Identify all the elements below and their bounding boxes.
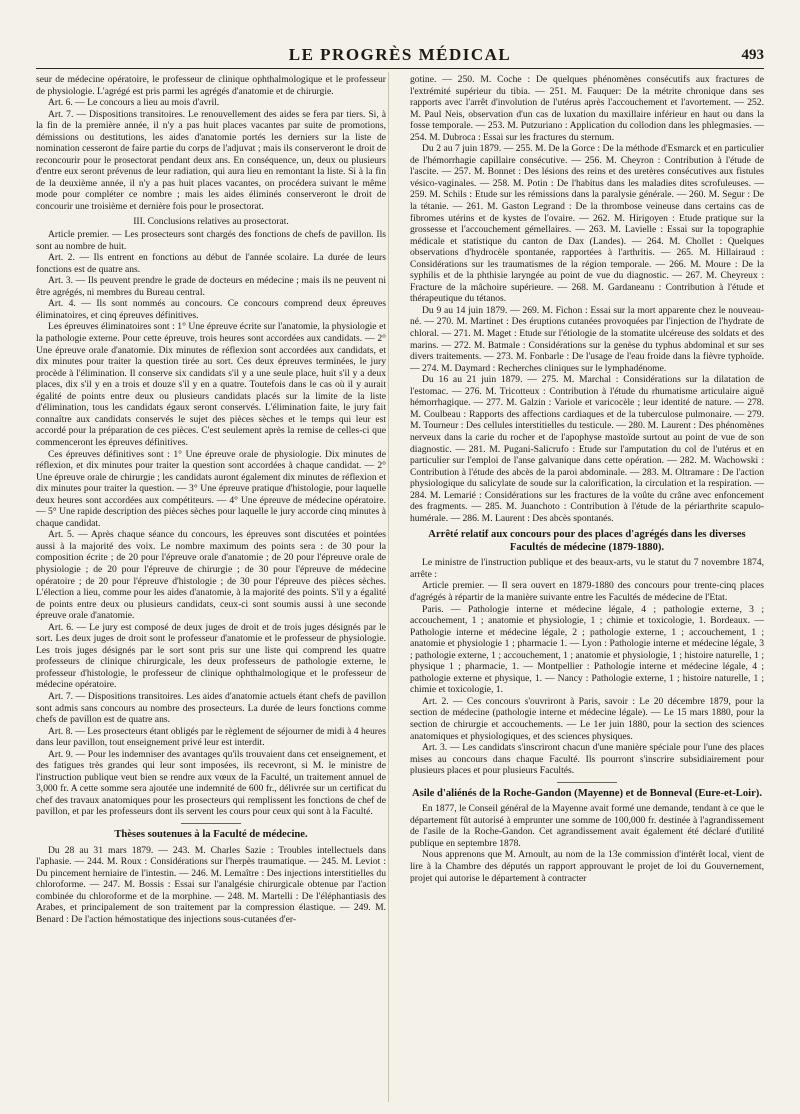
paragraph: Art. 2. — Ils entrent en fonctions au début de l'année scolaire. La durée de leurs fonctions est de quatre ans.	[36, 252, 386, 275]
theses-heading: Thèses soutenues à la Faculté de médecine.	[114, 829, 308, 840]
paragraph: Du 2 au 7 juin 1879. — 255. M. De la Gorce : De la méthode d'Esmarck et en particulier de l'hémorrhagie capillaire consécutive. — 256. M. Cheyron : Contribution à l'étude de l'ascite. — 257. M. Bonnet : Des lésions des reins et des uretères consécutives aux fistules vésico-vaginales. — 258. M. Potin : De l'habitus dans les maladies dites scrofuleuses. — 259. M. Schils : Etude sur les rémissions dans la paralysie générale. — 260. M. Segur : De la tétanie. — 261. M. Gaston Legrand : De la thrombose veineuse dans certains cas de fibromes utérins et de kystes de l'ovaire. — 262. M. Hirigoyen : Etude pratique sur la grossesse et l'accouchement gémellaires. — 263. M. Lavielle : Essai sur la topographie médicale et statistique du canton de Dax (Landes). — 264. M. Chollet : Quelques observations d'hydrocèle spontanée, rapportées à l'arthritis. — 265. M. Hillairaud : Considérations sur les traumatismes de la région temporale. — 266. M. Moure : De la syphilis et de la phthisie laryngée au point de vue du diagnostic. — 267. M. Cheyreux : Fracture de la mâchoire supérieure. — 268. M. Gardaneanu : Contribution à l'étude et thérapeutique du tétanos.	[410, 143, 764, 305]
paragraph: Paris. — Pathologie interne et médecine légale, 4 ; pathologie externe, 3 ; accouchement, 1 ; anatomie et physiologie, 1 ; chimie et toxicologie, 1. Bordeaux. — Pathologie interne et médecine légale, 2 ; pathologie externe, 1 ; accouchement, 1 ; anatomie et physiologie 1 ; pharmacie 1. — Lyon : Pathologie interne et médecine légale, 3 ; pathologie externe, 1 ; accouchement, 1 ; anatomie et physiologie, 1 ; histoire naturelle, 1 ; physique 1 ; pharmacie, 1. — Montpellier : Pathologie interne et médecine légale, 4 ; pathologie externe et physique, 1. — Nancy : Pathologie externe, 1 ; histoire naturelle, 1 ; chimie et toxicologie, 1.	[410, 603, 764, 696]
paragraph: Art. 6. — Le concours a lieu au mois d'avril.	[48, 97, 220, 109]
section-separator	[557, 782, 617, 783]
paragraph: Art. 7. — Dispositions transitoires. Les aides d'anatomie actuels étant chefs de pavillon sont admis sans concours au nombre des prosecteurs. La durée de leurs fonctions comme chefs de pavillon est de quatre ans.	[36, 690, 386, 726]
paragraph: Du 28 au 31 mars 1879. — 243. M. Charles Sazie : Troubles intellectuels dans l'aphasie. — 244. M. Roux : Considérations sur l'herpès traumatique. — 245. M. Leviot : Du pincement herniaire de l'intestin. — 246. M. Lemaître : Des injections interstitielles du chloroforme. — 247. M. Bossis : Essai sur l'analgésie chirurgicale obtenue par l'action combinée du chloroforme et de la morphine. — 248. M. Martelli : De l'éléphantiasis des Arabes, et principalement de son traitement par la compression élastique. — 249. M. Benard : De l'action hémostatique des injections sous-cutanées d'er-	[36, 844, 386, 925]
paragraph: Nous apprenons que M. Arnoult, au nom de la 13e commission d'intérêt local, vient de lire à la Chambre des députés un rapport approuvant le projet de loi du Gouvernement, projet qui autorise le département à contracter	[410, 849, 764, 884]
paragraph: Art. 3. — Les candidats s'inscriront chacun d'une manière spéciale pour l'une des places mises au concours dans chaque Faculté. Ils pourront s'inscrire subsidiairement pour plusieurs places et pour plusieurs Facultés.	[410, 742, 764, 777]
paragraph: Art. 8. — Les prosecteurs étant obligés par le règlement de séjourner de midi à 4 heures dans leur pavillon, tout enseignement privé leur est interdit.	[36, 725, 386, 749]
asile-heading: Asile d'aliénés de la Roche-Gandon (Mayenne) et de Bonneval (Eure-et-Loir).	[412, 787, 762, 799]
paragraph: Ces épreuves définitives sont : 1° Une épreuve orale de physiologie. Dix minutes de réflexion, et dix minutes pour traiter la question sont accordées à chaque candidat. — 2° Une épreuve orale de chirurgie ; les candidats auront également dix minutes de réflexion et dix minutes pour traiter la question. — 3° Une épreuve pratique d'histologie, pour laquelle deux heures sont accordées aux compétiteurs. — 4° Une épreuve de médecine opératoire. — 5° Une rapide description des pièces sèches pour laquelle le jury accorde cinq minutes à chaque candidat.	[36, 448, 386, 529]
paragraph: Art. 5. — Après chaque séance du concours, les épreuves sont discutées et pointées aussi à la majorité des voix. Le nombre maximum des points sera : de 30 pour la composition écrite ; de 20 pour l'épreuve orale d'anatomie ; de 20 pour l'épreuve orale de physiologie ; de 20 pour l'épreuve de chirurgie ; de 30 pour l'épreuve de médecine opératoire ; de 20 pour l'épreuve d'histologie ; de 30 pour l'épreuve des pièces sèches. L'élection a lieu, comme pour les aides d'anatomie, à la majorité des points. S'il y a égalité de points entre deux ou plusieurs candidats, ceux-ci sont soumis aussi à une seconde épreuve orale d'anatomie.	[36, 529, 386, 622]
paragraph: seur de médecine opératoire, le professeur de clinique ophthalmologique et le professeur de physiologie. L'agrégé est pris parmi les agrégés d'anatomie et de chirurgie.	[36, 74, 386, 97]
paragraph: Les épreuves éliminatoires sont : 1° Une épreuve écrite sur l'anatomie, la physiologie et la pathologie externe. Pour cette épreuve, trois heures sont accordées aux candidats. — 2° Une épreuve orale d'anatomie. Dix minutes de réflexion sont accordées aux candidats, et dix minutes pour traiter la question tirée au sort. Ces deux épreuves terminées, le jury procède à l'élimination. Il conserve six candidats s'il y a une seule place, huit s'il y a deux places, dix s'il y en a trois et douze s'il y en a quatre. Toutefois dans le cas où il y aurait égalité de points entre deux ou plusieurs candidats placés sur la limite de la liste d'élimination, tous les candidats égaux seront conservés. L'élimination faite, le jury fait connaître aux candidats conservés le sujet des pièces sèches et le temps qui leur est accordé pour la préparation de ces pièces. C'est seulement après la remise de celles-ci que commenceront les épreuves définitives.	[36, 321, 386, 448]
paragraph: En 1877, le Conseil général de la Mayenne avait formé une demande, tendant à ce que le département fût autorisé à emprunter une somme de 100,000 fr. destinée à l'agrandissement de l'asile de la Roche-Gandon. Cet agrandissement avait également été déclaré d'utilité publique en septembre 1878.	[410, 803, 764, 849]
arrete-heading: Arrêté relatif aux concours pour des places d'agrégés dans les diverses Facultés de médecine (1879-1880).	[428, 529, 746, 553]
paragraph: Art. 2. — Ces concours s'ouvriront à Paris, savoir : Le 20 décembre 1879, pour la section de médecine (pathologie interne et médecine légale). — Le 15 mars 1880, pour la section de chirurgie et accouchements. — Le 1er juin 1880, pour la section des sciences anatomiques et physiologiques, et des sciences physiques.	[410, 695, 764, 742]
section-separator	[181, 823, 241, 824]
paragraph: Art. 6. — Le jury est composé de deux juges de droit et de trois juges désignés par le sort. Les deux juges de droit sont le professeur d'anatomie et le professeur de physiologie. Les trois juges désignés par le sort sont pris sur une liste qui comprend les quatre professeurs de clinique chirurgicale, les deux professeurs de pathologie externe, le professeur d'histologie, le professeur de clinique ophthalmologique et le professeur de médecine opératoire.	[36, 621, 386, 691]
paragraph: Art. 3. — Ils peuvent prendre le grade de docteurs en médecine ; mais ils ne peuvent ni être agrégés, ni membres du Bureau central.	[36, 275, 386, 298]
column-divider	[388, 72, 389, 1102]
left-column	[36, 74, 386, 925]
header-rule	[36, 68, 764, 69]
paragraph: Du 9 au 14 juin 1879. — 269. M. Fichon : Essai sur la mort apparente chez le nouveau-né. — 270. M. Martinet : Des éruptions cutanées provoquées par l'injection de l'hydrate de chloral. — 271. M. Maget : Etude sur l'étiologie de la stomatite ulcéreuse des soldats et des marins. — 272. M. Batmale : Considérations sur la genèse du typhus abdominal et sur ses divers traitements. — 273. M. Fonbarle : De l'usage de l'eau froide dans la fièvre typhoïde. — 274. M. Daymard : Recherches cliniques sur le lymphadénome.	[410, 304, 764, 374]
page-number: 493	[741, 47, 764, 63]
page-header	[36, 44, 764, 66]
paragraph: Du 16 au 21 juin 1879. — 275. M. Marchal : Considérations sur la dilatation de l'estomac. — 276. M. Tricotteux : Contribution à l'étude du rhumatisme articulaire aiguë hémorrhagique. — 277. M. Galzin : Variole et varicocèle ; leur identité de nature. — 278. M. Coulbeau : Rapports des affections cardiaques et de la tuberculose pulmonaire. — 279. M. Tourneur : Des cellules interstitielles du testicule. — 280. M. Laurent : Des phénomènes nerveux dans la carie du rocher et de l'apophyse mastoïde surtout au point de vue de son diagnostic. — 281. M. Pugani-Salicrufo : Etude sur l'amputation du col de l'utérus et en particulier sur l'emploi de l'anse galvanique dans cette opération. — 282. M. Wachowski : Contribution à l'étude des abcès de la paroi abdominale. — 283. M. Oltramare : De l'action physiologique du salicylate de soude sur la calorification, la circulation et la respiration. — 284. M. Lemarié : Considérations sur les fractures de la voûte du crâne avec enfoncement des fragments. — 285. M. Juanchoto : Contribution à l'étude de la périarthrite scapulo-humérale. — 286. M. Laurent : Des abcès spontanés.	[410, 374, 764, 524]
paragraph: Article premier. — Il sera ouvert en 1879-1880 des concours pour trente-cinq places d'agrégés à répartir de la manière suivante entre les Facultés de médecine de l'Etat.	[410, 580, 764, 603]
paragraph: Art. 9. — Pour les indemniser des avantages qu'ils trouvaient dans cet enseignement, et des fatigues très grandes qui leur sont imposées, ils recevront, si M. le ministre de l'instruction publique veut bien se rendre aux vœux de la Faculté, un traitement annuel de 3,000 fr. A cette somme sera ajoutée une indemnité de 600 fr., délivrée sur un certificat du chef des travaux anatomiques pour les prosecteurs qui remplissent les fonctions de chef de pavillon, et par les professeurs dont ils servent les cours pour ceux qui sont à la Faculté.	[36, 748, 386, 818]
paragraph: gotine. — 250. M. Coche : De quelques phénomènes consécutifs aux fractures de l'extrémité supérieur du tibia. — 251. M. Fauquer: De la métrite chronique dans ses rapports avec l'arrêt d'involution de l'utérus après l'accouchement et l'avortement. — 252. M. Paul Neis, observation d'un cas de luxation du maxillaire inférieur en haut ou dans la fosse temporale. — 253. M. Putzuriano : Application du collodion dans les phlegmasies. — 254. M. Dubroca : Essai sur les fractures du sternum.	[410, 74, 764, 143]
paragraph: Article premier. — Les prosecteurs sont chargés des fonctions de chefs de pavillon. Ils sont au nombre de huit.	[36, 229, 386, 252]
paragraph: Art. 7. — Dispositions transitoires. Le renouvellement des aides se fera par tiers. Si, à la fin de la première année, il n'y a pas huit places vacantes par suite de promotions, démissions ou destitutions, les aides d'anatomie portés les derniers sur la liste de nomination cesseront de faire partie du corps de l'adjuvat ; mais ils conserveront le droit de reconcourir pour le prosectorat pendant deux ans. En conséquence, un, deux ou plusieurs d'entre eux seront prévenus de leur radiation, qui aura lieu en remontant la liste. Si à la fin de la deuxième année, il n'y a pas huit places vacantes, on procédera suivant le même mode pour compléter ce nombre ; mais les aides éliminés conserveront le droit de concourir une troisième et dernière fois pour le prosectorat.	[36, 108, 386, 213]
paragraph: Art. 4. — Ils sont nommés au concours. Ce concours comprend deux épreuves éliminatoires, et cinq épreuves définitives.	[36, 298, 386, 321]
section-title: III. Conclusions relatives au prosectorat.	[133, 215, 289, 227]
paragraph: Le ministre de l'instruction publique et des beaux-arts, vu le statut du 7 novembre 1874, arrête :	[410, 557, 764, 580]
right-column	[410, 74, 764, 884]
running-title: LE PROGRÈS MÉDICAL	[288, 45, 512, 64]
